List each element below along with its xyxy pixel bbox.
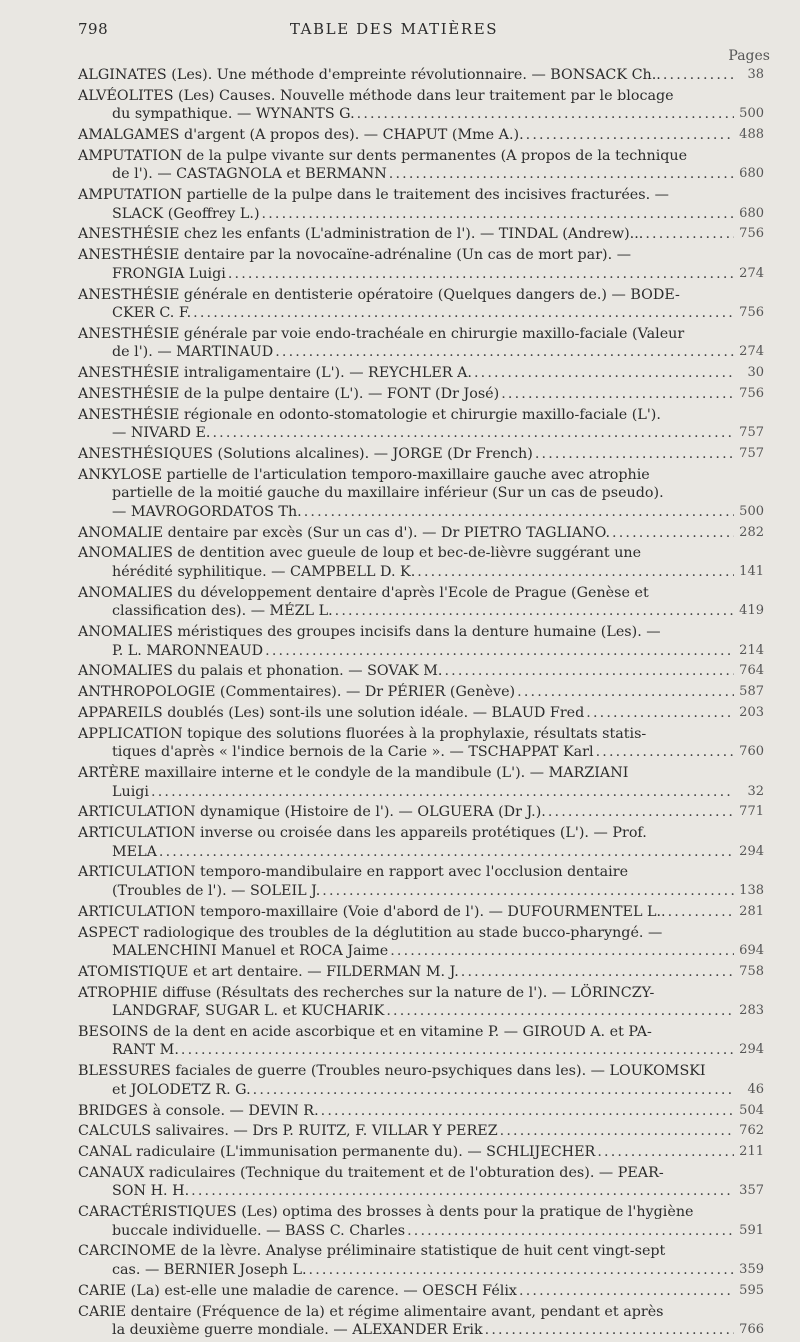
dot-leader <box>390 942 734 961</box>
entry-line <box>78 1023 736 1042</box>
entry-line <box>78 225 736 244</box>
entry-line <box>78 343 736 362</box>
entry-line <box>78 623 736 642</box>
entry-page-number: 762 <box>739 1123 764 1139</box>
entry-text: ANESTHÉSIE chez les enfants (L'administration de l'). — TINDAL (Andrew)... <box>78 226 644 243</box>
entry-text: P. L. MARONNEAUD <box>112 642 264 659</box>
entry-line <box>78 544 736 563</box>
entry-line <box>78 1182 736 1201</box>
dot-leader <box>322 882 734 901</box>
entry-page-number: 203 <box>739 704 764 720</box>
index-entry <box>78 963 764 982</box>
entry-line <box>78 924 736 943</box>
entry-page-number: 756 <box>739 385 764 401</box>
entry-line <box>78 165 736 184</box>
dot-leader <box>304 503 734 522</box>
index-entry <box>78 1023 764 1060</box>
dot-leader <box>265 642 734 661</box>
index-entry <box>78 704 764 723</box>
dot-leader <box>386 1002 734 1021</box>
entry-text: ASPECT radiologique des troubles de la déglutition au stade bucco-pharyngé. — <box>78 924 663 941</box>
entry-text: ATOMISTIQUE et art dentaire. — FILDERMAN M. J. <box>78 963 459 980</box>
entry-line <box>78 246 736 265</box>
entry-line <box>78 662 736 681</box>
index-entry <box>78 623 764 660</box>
entry-text: BRIDGES à console. — DEVIN R. <box>78 1102 319 1119</box>
entry-text: APPAREILS doublés (Les) sont-ils une solution idéale. — BLAUD Fred <box>78 704 585 721</box>
entry-line <box>78 1002 736 1021</box>
entry-page-number: 30 <box>747 365 764 381</box>
dot-leader <box>191 1182 734 1201</box>
dot-leader <box>500 1122 734 1141</box>
entry-line <box>78 642 736 661</box>
entry-page-number: 283 <box>739 1003 764 1019</box>
entry-line <box>78 984 736 1003</box>
entry-text: cas. — BERNIER Joseph L. <box>112 1261 307 1278</box>
entry-line <box>78 325 736 344</box>
entry-page-number: 766 <box>739 1322 764 1338</box>
page-number: 798 <box>78 20 109 38</box>
entry-line <box>78 445 736 464</box>
index-entry <box>78 1303 764 1340</box>
entry-page-number: 281 <box>739 903 764 919</box>
entry-line <box>78 863 736 882</box>
entry-page-number: 500 <box>739 106 764 122</box>
entry-line <box>78 704 736 723</box>
entry-line <box>78 364 736 383</box>
entry-line <box>78 1222 736 1241</box>
entry-line <box>78 105 736 124</box>
entry-text: ALVÉOLITES (Les) Causes. Nouvelle méthode dans leur traitement par le blocage <box>78 87 674 104</box>
entry-line <box>78 764 736 783</box>
entry-line <box>78 484 736 503</box>
dot-leader <box>645 225 734 244</box>
entry-page-number: 771 <box>739 804 764 820</box>
entry-page-number: 680 <box>739 205 764 221</box>
entry-text: du sympathique. — WYNANTS G. <box>112 106 355 123</box>
entry-text: ATROPHIE diffuse (Résultats des recherches sur la nature de l'). — LÖRINCZY- <box>78 984 655 1001</box>
entry-line <box>78 466 736 485</box>
entry-page-number: 504 <box>739 1102 764 1118</box>
entry-text: buccale individuelle. — BASS C. Charles <box>112 1222 406 1239</box>
entry-page-number: 760 <box>739 744 764 760</box>
entry-line <box>78 205 736 224</box>
entry-text: de l'). — MARTINAUD <box>112 344 274 361</box>
entry-line <box>78 584 736 603</box>
entry-text: (Troubles de l'). — SOLEIL J. <box>112 882 321 899</box>
index-entry <box>78 364 764 383</box>
entry-text: ANESTHÉSIE régionale en odonto-stomatologie et chirurgie maxillo-faciale (L'). <box>78 406 661 423</box>
entry-text: CARIE dentaire (Fréquence de la) et régime alimentaire avant, pendant et après <box>78 1303 664 1320</box>
index-entry <box>78 246 764 283</box>
entry-text: ANESTHÉSIE générale par voie endo-trachéale en chirurgie maxillo-faciale (Valeur <box>78 325 685 342</box>
entry-page-number: 758 <box>739 963 764 979</box>
index-entry <box>78 1062 764 1099</box>
dot-leader <box>335 602 734 621</box>
index-entry <box>78 683 764 702</box>
entry-text: la deuxième guerre mondiale. — ALEXANDER Erik <box>112 1322 483 1339</box>
entry-text: APPLICATION topique des solutions fluorées à la prophylaxie, résultats statis- <box>78 725 647 742</box>
entry-text: ANOMALIES du développement dentaire d'après l'Ecole de Prague (Genèse et <box>78 584 649 601</box>
dot-leader <box>461 963 734 982</box>
entry-line <box>78 126 736 145</box>
entry-page-number: 756 <box>739 305 764 321</box>
dot-leader <box>275 343 734 362</box>
entry-line <box>78 424 736 443</box>
dot-leader <box>321 1102 734 1121</box>
entry-text: classification des). — MÉZL L. <box>112 603 333 620</box>
entry-text: ANTHROPOLOGIE (Commentaires). — Dr PÉRIER (Genève) <box>78 684 516 701</box>
dot-leader <box>262 205 734 224</box>
entry-line <box>78 903 736 922</box>
dot-leader <box>181 1041 734 1060</box>
entry-page-number: 694 <box>739 943 764 959</box>
page-title: TABLE DES MATIÈRES <box>289 20 499 38</box>
entry-line <box>78 147 736 166</box>
index-entry <box>78 764 764 801</box>
entry-text: ARTÈRE maxillaire interne et le condyle de la mandibule (L'). — MARZIANI <box>78 765 629 782</box>
entry-line <box>78 1122 736 1141</box>
entry-text: AMPUTATION partielle de la pulpe dans le traitement des incisives fracturées. — <box>78 187 669 204</box>
entry-text: ARTICULATION temporo-maxillaire (Voie d'abord de l'). — DUFOURMENTEL L.. <box>78 903 666 920</box>
dot-leader <box>193 304 734 323</box>
entry-text: CANAL radiculaire (L'immunisation permanente du). — SCHLIJECHER <box>78 1144 596 1161</box>
entry-text: CARIE (La) est-elle une maladie de carence. — OESCH Félix <box>78 1282 517 1299</box>
entry-page-number: 274 <box>739 344 764 360</box>
dot-leader <box>535 445 734 464</box>
index-entry <box>78 662 764 681</box>
entry-text: LANDGRAF, SUGAR L. et KUCHARIK <box>112 1003 385 1020</box>
entry-text: hérédité syphilitique. — CAMPBELL D. K. <box>112 563 416 580</box>
entry-text: ANOMALIE dentaire par excès (Sur un cas d'). — Dr PIETRO TAGLIANO. <box>78 524 611 541</box>
entry-line <box>78 1242 736 1261</box>
pages-column-label: Pages <box>728 48 770 64</box>
entry-page-number: 359 <box>739 1261 764 1277</box>
entry-text: CKER C. F. <box>112 305 192 322</box>
entry-line <box>78 602 736 621</box>
entry-text: RANT M. <box>112 1042 179 1059</box>
entry-text: AMPUTATION de la pulpe vivante sur dents permanentes (A propos de la technique <box>78 147 688 164</box>
dot-leader <box>389 165 734 184</box>
entry-line <box>78 783 736 802</box>
index-entry <box>78 725 764 762</box>
dot-leader <box>212 424 734 443</box>
entry-text: MELA <box>112 843 157 860</box>
index-entry <box>78 824 764 861</box>
dot-leader <box>228 265 734 284</box>
entry-line <box>78 1102 736 1121</box>
entry-page-number: 488 <box>739 127 764 143</box>
index-entry <box>78 1203 764 1240</box>
entry-page-number: 211 <box>739 1144 764 1160</box>
entry-text: ANOMALIES du palais et phonation. — SOVAK M. <box>78 663 443 680</box>
index-entry <box>78 1242 764 1279</box>
dot-leader <box>407 1222 734 1241</box>
index-entry <box>78 1122 764 1141</box>
entry-text: ANESTHÉSIE générale en dentisterie opératoire (Quelques dangers de.) — BODE- <box>78 286 680 303</box>
entry-text: CARCINOME de la lèvre. Analyse préliminaire statistique de huit cent vingt-sept <box>78 1243 666 1260</box>
entry-text: de l'). — CASTAGNOLA et BERMANN <box>112 166 387 183</box>
entry-page-number: 294 <box>739 843 764 859</box>
index-entry <box>78 445 764 464</box>
index-entry <box>78 863 764 900</box>
page-header <box>78 20 710 44</box>
dot-leader <box>357 105 734 124</box>
entry-page-number: 138 <box>739 882 764 898</box>
dot-leader <box>444 662 734 681</box>
index-entry <box>78 803 764 822</box>
dot-leader <box>253 1081 734 1100</box>
entry-page-number: 419 <box>739 603 764 619</box>
entry-text: — MAVROGORDATOS Th. <box>112 503 302 520</box>
index-entry <box>78 1102 764 1121</box>
index-entry <box>78 66 764 85</box>
entry-line <box>78 1143 736 1162</box>
entry-line <box>78 87 736 106</box>
entry-line <box>78 803 736 822</box>
dot-leader <box>526 126 734 145</box>
entry-line <box>78 1282 736 1301</box>
index-entry <box>78 225 764 244</box>
entry-line <box>78 1062 736 1081</box>
entry-line <box>78 683 736 702</box>
entry-page-number: 500 <box>739 503 764 519</box>
entry-line <box>78 406 736 425</box>
entry-line <box>78 1203 736 1222</box>
entry-page-number: 756 <box>739 226 764 242</box>
entry-text: ANESTHÉSIE de la pulpe dentaire (L'). — FONT (Dr José) <box>78 385 500 402</box>
entry-line <box>78 1303 736 1322</box>
dot-leader <box>586 704 734 723</box>
entry-text: — NIVARD E. <box>112 425 211 442</box>
entry-line <box>78 1041 736 1060</box>
entry-page-number: 38 <box>747 67 764 82</box>
entry-text: ARTICULATION temporo-mandibulaire en rapport avec l'occlusion dentaire <box>78 864 629 881</box>
entry-text: ANESTHÉSIE dentaire par la novocaïne-adrénaline (Un cas de mort par). — <box>78 247 631 264</box>
entry-page-number: 757 <box>739 425 764 441</box>
index-entry <box>78 286 764 323</box>
entry-text: SON H. H. <box>112 1183 190 1200</box>
entry-line <box>78 385 736 404</box>
entry-page-number: 282 <box>739 524 764 540</box>
entry-text: ARTICULATION dynamique (Histoire de l'). — OLGUERA (Dr J.). <box>78 804 546 821</box>
entry-text: FRONGIA Luigi <box>112 265 226 282</box>
entry-line <box>78 1261 736 1280</box>
entry-text: SLACK (Geoffrey L.) <box>112 205 260 222</box>
entry-text: ALGINATES (Les). Une méthode d'empreinte révolutionnaire. — BONSACK Ch.. <box>78 67 661 83</box>
index-entry <box>78 147 764 184</box>
dot-leader <box>517 683 734 702</box>
index-entry <box>78 1282 764 1301</box>
entry-line <box>78 186 736 205</box>
index-entry <box>78 466 764 522</box>
index-entry <box>78 87 764 124</box>
entry-text: CARACTÉRISTIQUES (Les) optima des brosses à dents pour la pratique de l'hygiène <box>78 1204 694 1221</box>
entry-line <box>78 563 736 582</box>
dot-leader <box>151 783 734 802</box>
entry-line <box>78 882 736 901</box>
index-entry <box>78 984 764 1021</box>
entry-text: AMALGAMES d'argent (A propos des). — CHAPUT (Mme A.). <box>78 127 524 144</box>
index-entry <box>78 924 764 961</box>
entry-line <box>78 265 736 284</box>
entry-text: Luigi <box>112 783 149 800</box>
dot-leader <box>612 524 734 543</box>
entry-line <box>78 1081 736 1100</box>
dot-leader <box>309 1261 735 1280</box>
entry-text: ARTICULATION inverse ou croisée dans les appareils protétiques (L'). — Prof. <box>78 825 647 842</box>
entry-text: et JOLODETZ R. G. <box>112 1081 251 1098</box>
dot-leader <box>597 1143 734 1162</box>
dot-leader <box>596 743 734 762</box>
entry-line <box>78 286 736 305</box>
entry-page-number: 46 <box>747 1081 764 1097</box>
dot-leader <box>417 563 734 582</box>
entry-page-number: 357 <box>739 1183 764 1199</box>
entry-page-number: 591 <box>739 1222 764 1238</box>
entry-text: partielle de la moitié gauche du maxillaire inférieur (Sur un cas de pseudo). <box>112 485 664 502</box>
entry-page-number: 141 <box>739 563 764 579</box>
index-entry <box>78 1164 764 1201</box>
entry-page-number: 32 <box>747 783 764 799</box>
entry-page-number: 587 <box>739 684 764 700</box>
entry-page-number: 764 <box>739 663 764 679</box>
entry-line <box>78 824 736 843</box>
entry-page-number: 595 <box>739 1282 764 1298</box>
index-entry <box>78 325 764 362</box>
entry-page-number: 680 <box>739 166 764 182</box>
entry-text: ANOMALIES de dentition avec gueule de loup et bec-de-lièvre suggérant une <box>78 545 642 562</box>
entry-line <box>78 304 736 323</box>
index-entries <box>78 66 764 1342</box>
entry-page-number: 274 <box>739 265 764 281</box>
dot-leader <box>548 803 734 822</box>
entry-line <box>78 66 736 85</box>
dot-leader <box>519 1282 734 1301</box>
entry-text: BESOINS de la dent en acide ascorbique et en vitamine P. — GIROUD A. et PA- <box>78 1023 652 1040</box>
index-entry <box>78 406 764 443</box>
dot-leader <box>474 364 734 383</box>
index-entry <box>78 1143 764 1162</box>
entry-line <box>78 743 736 762</box>
entry-line <box>78 524 736 543</box>
entry-line <box>78 963 736 982</box>
index-entry <box>78 903 764 922</box>
index-entry <box>78 126 764 145</box>
entry-text: ANESTHÉSIQUES (Solutions alcalines). — JORGE (Dr French) <box>78 446 533 463</box>
dot-leader <box>501 385 734 404</box>
entry-line <box>78 843 736 862</box>
index-entry <box>78 186 764 223</box>
entry-text: CANAUX radiculaires (Technique du traitement et de l'obturation des). — PEAR- <box>78 1164 664 1181</box>
entry-line <box>78 1321 736 1340</box>
entry-text: ANOMALIES méristiques des groupes incisifs dans la denture humaine (Les). — <box>78 624 661 641</box>
index-entry <box>78 544 764 581</box>
entry-line <box>78 503 736 522</box>
entry-page-number: 757 <box>739 446 764 462</box>
entry-text: MALENCHINI Manuel et ROCA Jaime <box>112 943 389 960</box>
entry-line <box>78 942 736 961</box>
entry-text: CALCULS salivaires. — Drs P. RUITZ, F. VILLAR Y PEREZ <box>78 1123 498 1140</box>
entry-page-number: 294 <box>739 1042 764 1058</box>
entry-line <box>78 725 736 744</box>
dot-leader <box>159 843 734 862</box>
entry-text: tiques d'après « l'indice bernois de la Carie ». — TSCHAPPAT Karl <box>112 744 594 761</box>
entry-line <box>78 1164 736 1183</box>
entry-text: BLESSURES faciales de guerre (Troubles neuro-psychiques dans les). — LOUKOMSKI <box>78 1063 706 1080</box>
entry-text: ANKYLOSE partielle de l'articulation temporo-maxillaire gauche avec atrophie <box>78 466 650 483</box>
index-entry <box>78 584 764 621</box>
index-entry <box>78 524 764 543</box>
entry-text: ANESTHÉSIE intraligamentaire (L'). — REYCHLER A. <box>78 365 472 382</box>
index-entry <box>78 385 764 404</box>
entry-page-number: 214 <box>739 642 764 658</box>
dot-leader <box>485 1321 734 1340</box>
